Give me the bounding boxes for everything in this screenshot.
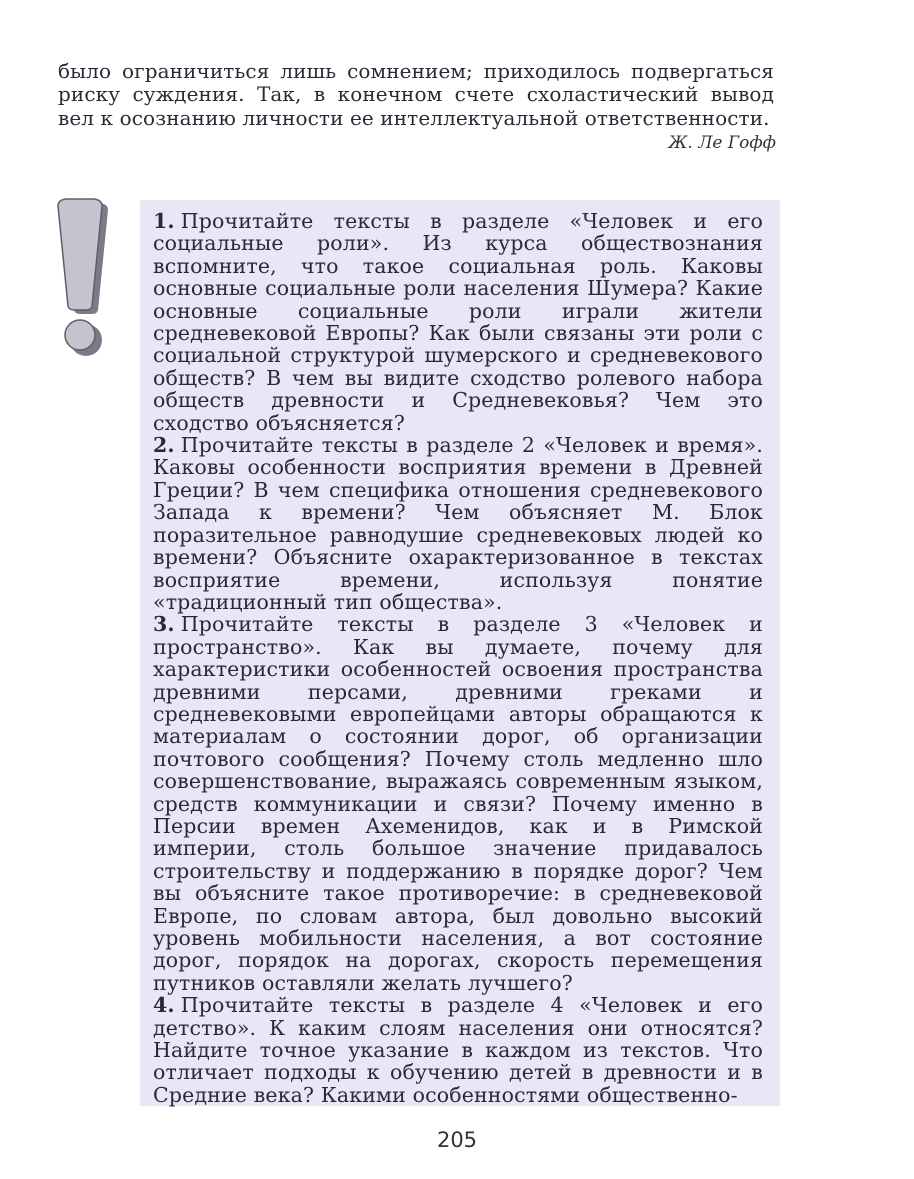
task-item: [153, 210, 763, 434]
exclamation-icon: [54, 198, 118, 360]
tasks-list: [153, 210, 763, 1106]
task-item: [153, 994, 763, 1106]
task-number: 1.: [153, 209, 175, 233]
task-text: Прочитайте тексты в разделе «Человек и его социальные роли». Из курса обществознания вспомните, что такое социальная роль. Каковы основные социальные роли населения Шумера? Какие основные социальные роли играли жители средневековой Европы? Как были связаны эти роли с социальной структурой шумерского и средневекового обществ? В чем вы видите сходство ролевого набора обществ древности и Средневековья? Чем это сходство объясняется?: [153, 209, 763, 435]
task-number: 4.: [153, 993, 175, 1018]
task-text: Прочитайте тексты в разделе 4 «Человек и его детство». К каким слоям населения они относятся? Найдите точное указание в каждом из текстов. Что отличает подходы к обучению детей в древности и в Средние века? Какими особенностями общественно-: [153, 993, 763, 1107]
task-number: 3.: [153, 612, 175, 637]
task-text: Прочитайте тексты в разделе 3 «Человек и пространство». Как вы думаете, почему для характеристики особенностей освоения пространства древними персами, древними греками и средневековыми европейцами авторы обращаются к материалам о состоянии дорог, об организации почтового сообщения? Почему столь медленно шло совершенствование, выражаясь современным языком, средств коммуникации и связи? Почему именно в Персии времен Ахеменидов, как и в Римской империи, столь большое значение придавалось строительству и поддержанию в порядке дорог? Чем вы объясните такое противоречие: в средневековой Европе, по словам автора, был довольно высокий уровень мобильности населения, а вот состояние дорог, порядок на дорогах, скорость перемещения путников оставляли желать лучшего?: [153, 612, 763, 995]
page-number: 205: [436, 1128, 478, 1152]
task-number: 2.: [153, 433, 175, 458]
exclamation-dot: [65, 320, 95, 350]
quote-attribution: Ж. Ле Гофф: [668, 133, 776, 153]
task-item: [153, 434, 763, 613]
task-text: Прочитайте тексты в разделе 2 «Человек и время». Каковы особенности восприятия времени в Древней Греции? В чем специфика отношения средневекового Запада к времени? Чем объясняет М. Блок поразительное равнодушие средневековых людей ко времени? Объясните охарактеризованное в текстах восприятие времени, используя понятие «традиционный тип общества».: [153, 433, 763, 614]
task-item: [153, 613, 763, 994]
intro-paragraph: было ограничиться лишь сомнением; приходилось подвергаться риску суждения. Так, в конечном счете схоластический вывод вел к осознанию личности ее интеллектуальной ответственности.: [58, 59, 774, 130]
